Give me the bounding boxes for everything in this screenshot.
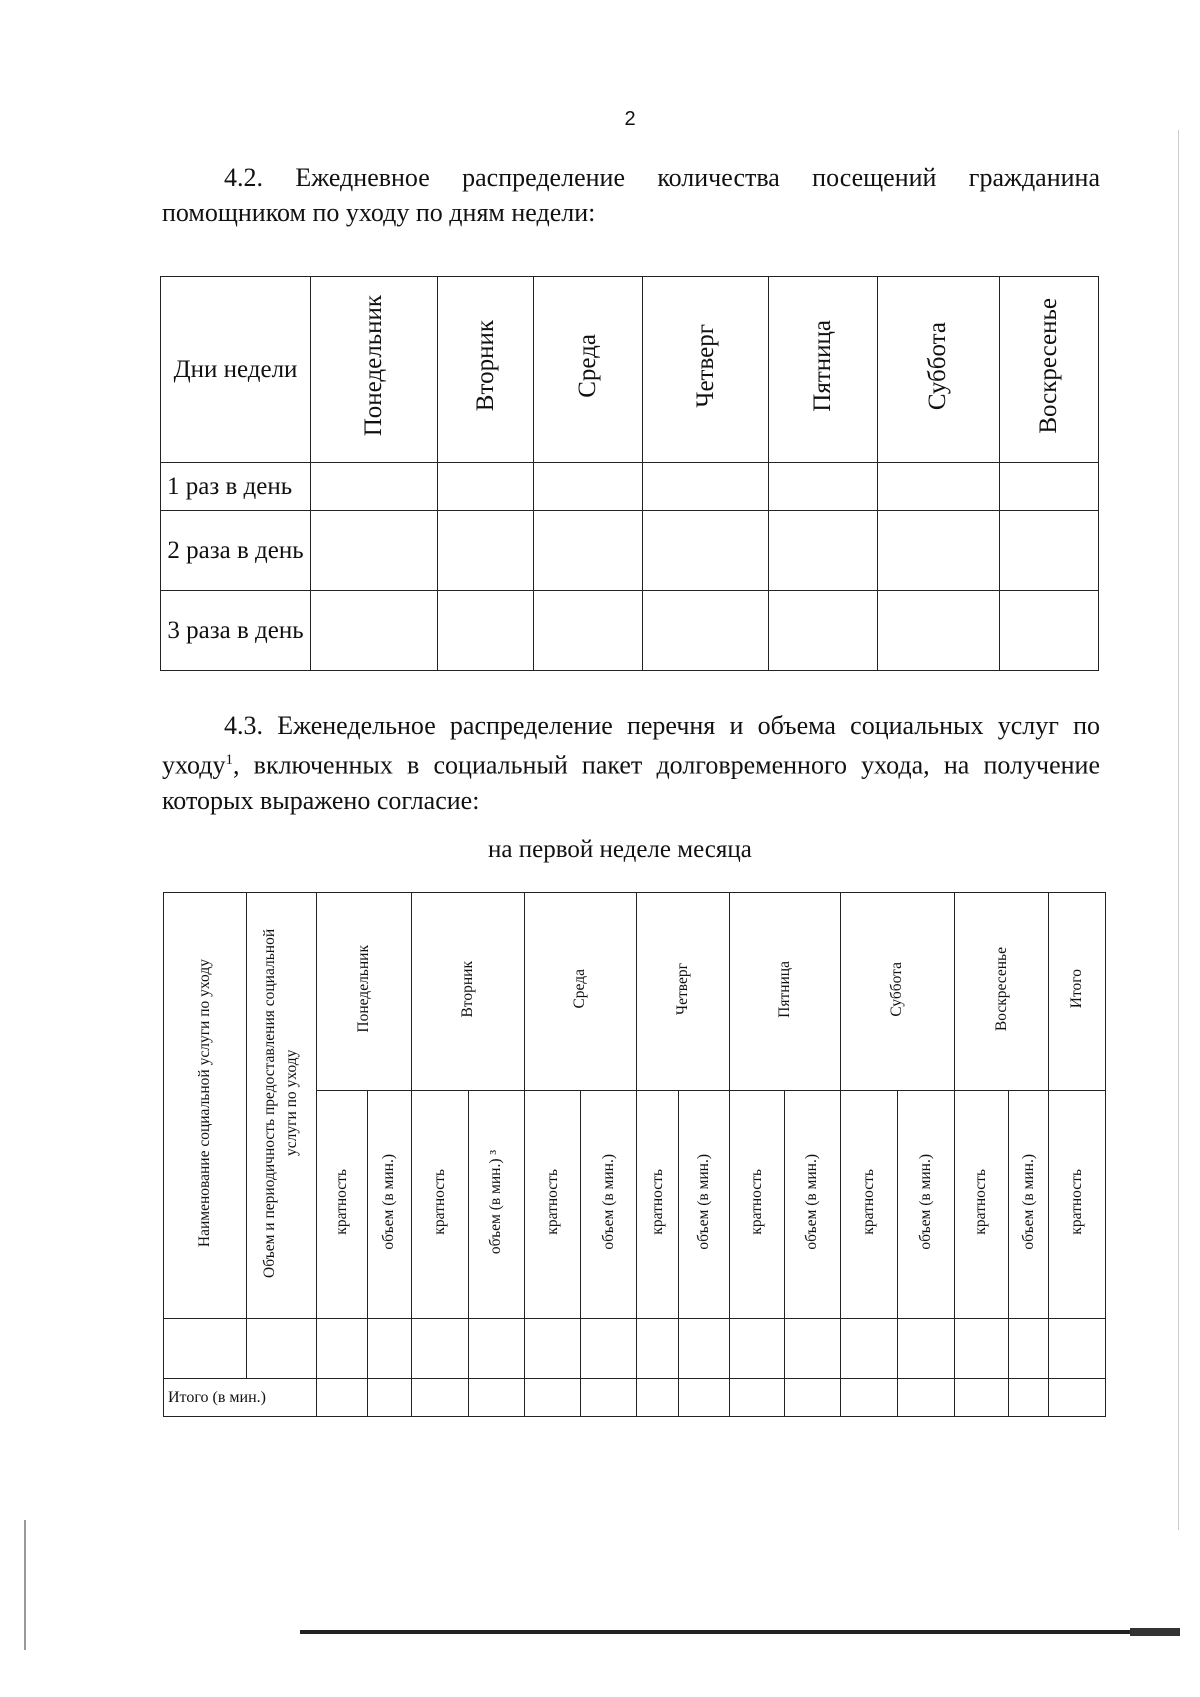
subheader-volume: объем (в мин.) <box>367 1091 411 1319</box>
table-cell <box>534 511 643 591</box>
table-cell <box>877 463 999 511</box>
table-cell <box>438 591 534 671</box>
table-cell <box>1009 1319 1049 1379</box>
table-cell <box>785 1379 840 1417</box>
table-cell <box>840 1319 897 1379</box>
subheader-frequency: кратность <box>636 1091 678 1319</box>
day-header-friday: Пятница <box>729 893 840 1091</box>
table-row <box>161 511 1099 591</box>
subheader-frequency: кратность <box>954 1091 1008 1319</box>
table-cell <box>438 511 534 591</box>
table-cell <box>785 1319 840 1379</box>
table-cell <box>367 1319 411 1379</box>
table-cell <box>525 1319 581 1379</box>
subheader-frequency: кратность <box>525 1091 581 1319</box>
table-row <box>164 1319 1106 1379</box>
service-name-header: Наименование социальной услуги по уходу <box>164 893 247 1319</box>
table-cell <box>999 511 1098 591</box>
total-minutes-label: Итого (в мин.) <box>164 1379 317 1417</box>
day-header-thursday: Четверг <box>636 893 729 1091</box>
table-row <box>164 1379 1106 1417</box>
table-cell <box>534 591 643 671</box>
subheader-volume: объем (в мин.) <box>898 1091 954 1319</box>
section-4-3-number: 4.3. <box>224 711 263 740</box>
subheader-frequency: кратность <box>840 1091 897 1319</box>
table-cell <box>311 591 438 671</box>
table-cell <box>954 1379 1008 1417</box>
table-cell <box>1049 1319 1106 1379</box>
table-cell <box>898 1379 954 1417</box>
subheader-volume: объем (в мин.) ³ <box>468 1091 524 1319</box>
table-cell <box>468 1319 524 1379</box>
table-cell <box>840 1379 897 1417</box>
days-of-week-header: Дни недели <box>161 277 311 463</box>
table-cell <box>954 1319 1008 1379</box>
table-cell <box>412 1319 468 1379</box>
table-cell <box>999 591 1098 671</box>
day-header-thursday: Четверг <box>643 277 768 463</box>
service-volume-header: Объем и периодичность предоставления социальной услуги по уходу <box>246 893 317 1319</box>
section-4-3-paragraph <box>162 708 1100 818</box>
table-cell <box>999 463 1098 511</box>
week-subtitle: на первой неделе месяца <box>488 836 752 863</box>
table-cell <box>525 1379 581 1417</box>
table-cell <box>729 1379 784 1417</box>
table-cell <box>246 1319 317 1379</box>
table-cell <box>581 1319 636 1379</box>
day-header-wednesday: Среда <box>534 277 643 463</box>
day-header-tuesday: Вторник <box>438 277 534 463</box>
table-cell <box>636 1379 678 1417</box>
table-cell <box>643 463 768 511</box>
table-cell <box>164 1319 247 1379</box>
subheader-frequency: кратность <box>317 1091 367 1319</box>
day-header-monday: Понедельник <box>317 893 412 1091</box>
table-cell <box>534 463 643 511</box>
table-cell <box>679 1319 729 1379</box>
table-cell <box>412 1379 468 1417</box>
table-cell <box>877 591 999 671</box>
row-label-once: 1 раз в день <box>161 463 311 511</box>
subheader-frequency: кратность <box>412 1091 468 1319</box>
subheader-volume: объем (в мин.) <box>581 1091 636 1319</box>
table-cell <box>643 591 768 671</box>
day-header-tuesday: Вторник <box>412 893 525 1091</box>
table-cell <box>367 1379 411 1417</box>
section-4-2-number: 4.2. <box>224 163 263 192</box>
table-cell <box>317 1379 367 1417</box>
day-header-friday: Пятница <box>768 277 877 463</box>
table-cell <box>643 511 768 591</box>
weekly-services-table <box>163 892 1106 1417</box>
row-label-three-times: 3 раза в день <box>161 591 311 671</box>
table-cell <box>679 1379 729 1417</box>
table-cell <box>768 511 877 591</box>
footnote-marker: 1 <box>225 752 233 768</box>
table-cell <box>581 1379 636 1417</box>
day-header-wednesday: Среда <box>525 893 637 1091</box>
subheader-volume: объем (в мин.) <box>1009 1091 1049 1319</box>
total-header: Итого <box>1049 893 1106 1091</box>
subheader-frequency: кратность <box>729 1091 784 1319</box>
table-cell <box>468 1379 524 1417</box>
subheader-volume: объем (в мин.) <box>679 1091 729 1319</box>
table-cell <box>438 463 534 511</box>
row-label-twice: 2 раза в день <box>161 511 311 591</box>
table-cell <box>898 1319 954 1379</box>
table-cell <box>768 591 877 671</box>
day-header-saturday: Суббота <box>840 893 954 1091</box>
section-4-2-text: Ежедневное распределение количества посещений гражданина помощником по уходу по дням недели: <box>162 163 1100 227</box>
table-cell <box>317 1319 367 1379</box>
page-number: 2 <box>624 108 636 130</box>
table-cell <box>877 511 999 591</box>
bottom-rule-end <box>1130 1628 1180 1636</box>
table-cell <box>636 1319 678 1379</box>
table-cell <box>1049 1379 1106 1417</box>
table-cell <box>768 463 877 511</box>
table-cell <box>729 1319 784 1379</box>
subheader-frequency: кратность <box>1049 1091 1106 1319</box>
day-header-monday: Понедельник <box>311 277 438 463</box>
daily-visits-table <box>160 276 1099 671</box>
section-4-3-text: Еженедельное распределение перечня и объема социальных услуг по уходу <box>162 711 1101 780</box>
table-cell <box>1009 1379 1049 1417</box>
table-row <box>161 591 1099 671</box>
bottom-rule <box>300 1630 1180 1634</box>
section-4-2-paragraph <box>162 160 1100 230</box>
section-4-3-text-continued: , включенных в социальный пакет долговременного ухода, на получение которых выражено согласие: <box>162 750 1100 815</box>
day-header-sunday: Воскресенье <box>999 277 1098 463</box>
table-cell <box>311 511 438 591</box>
scan-artifact-line <box>24 1520 26 1650</box>
scan-artifact-edge <box>1178 130 1179 1530</box>
table-cell <box>311 463 438 511</box>
day-header-saturday: Суббота <box>877 277 999 463</box>
table-row <box>161 463 1099 511</box>
subheader-volume: объем (в мин.) <box>785 1091 840 1319</box>
day-header-sunday: Воскресенье <box>954 893 1049 1091</box>
